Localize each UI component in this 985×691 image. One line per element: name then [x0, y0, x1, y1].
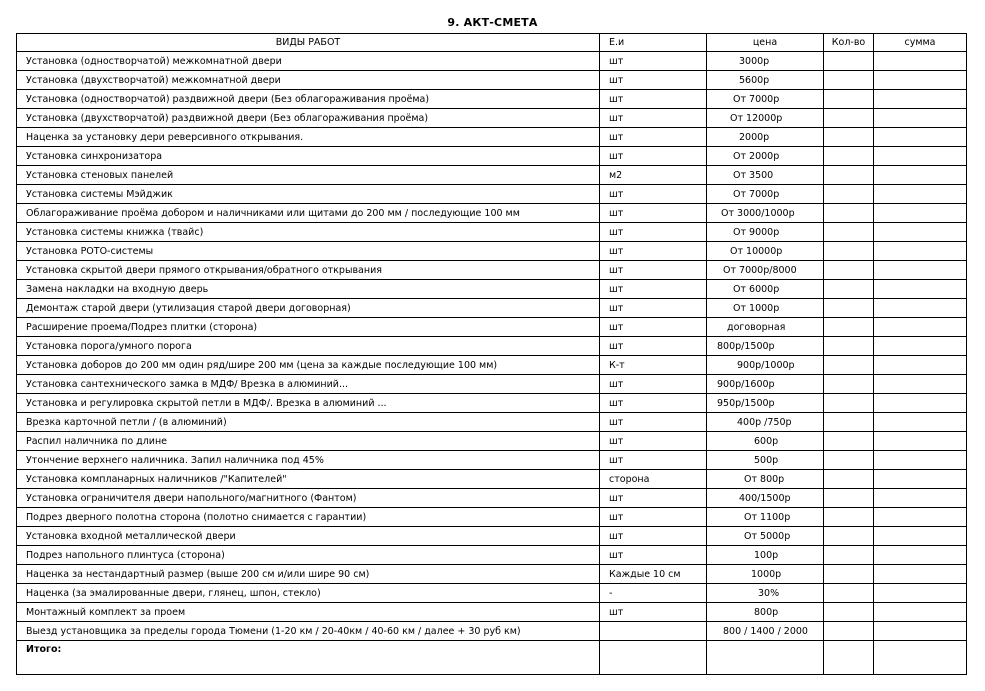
sum-cell: [874, 90, 967, 109]
table-row: [17, 90, 967, 109]
unit-cell: шт: [600, 527, 707, 546]
sum-cell: [874, 508, 967, 527]
unit-cell: шт: [600, 280, 707, 299]
quantity-cell: [824, 432, 874, 451]
table-row: [17, 375, 967, 394]
table-row: [17, 470, 967, 489]
price-cell: 5600р: [707, 71, 824, 90]
estimate-table: [16, 33, 967, 675]
unit-cell: шт: [600, 375, 707, 394]
table-row: [17, 52, 967, 71]
quantity-cell: [824, 546, 874, 565]
unit-cell: шт: [600, 546, 707, 565]
quantity-cell: [824, 584, 874, 603]
price-cell: От 2000р: [707, 147, 824, 166]
table-row: [17, 356, 967, 375]
work-name-cell: Монтажный комплект за проем: [17, 603, 600, 622]
quantity-cell: [824, 508, 874, 527]
price-cell: 900р/1600р: [707, 375, 824, 394]
unit-cell: шт: [600, 242, 707, 261]
unit-cell: шт: [600, 71, 707, 90]
table-row: [17, 147, 967, 166]
unit-cell: шт: [600, 185, 707, 204]
sum-cell: [874, 204, 967, 223]
price-cell: 100р: [707, 546, 824, 565]
work-name-cell: Установка входной металлической двери: [17, 527, 600, 546]
work-name-cell: Установка порога/умного порога: [17, 337, 600, 356]
work-name-cell: Установка (одностворчатой) межкомнатной двери: [17, 52, 600, 71]
quantity-cell: [824, 489, 874, 508]
table-row: [17, 204, 967, 223]
unit-cell: шт: [600, 90, 707, 109]
column-header-price: цена: [707, 34, 824, 52]
sum-cell: [874, 375, 967, 394]
sum-cell: [874, 356, 967, 375]
total-label: Итого:: [17, 641, 600, 675]
price-cell: 600р: [707, 432, 824, 451]
sum-cell: [874, 394, 967, 413]
quantity-cell: [824, 603, 874, 622]
table-row: [17, 413, 967, 432]
unit-cell: шт: [600, 128, 707, 147]
work-name-cell: Демонтаж старой двери (утилизация старой двери договорная): [17, 299, 600, 318]
quantity-cell: [824, 413, 874, 432]
price-cell: От 1100р: [707, 508, 824, 527]
table-row: [17, 109, 967, 128]
price-cell: От 7000р: [707, 90, 824, 109]
table-row: [17, 489, 967, 508]
total-unit-cell: [600, 641, 707, 675]
price-cell: От 10000р: [707, 242, 824, 261]
sum-cell: [874, 546, 967, 565]
unit-cell: шт: [600, 318, 707, 337]
table-row: [17, 242, 967, 261]
table-row: [17, 622, 967, 641]
price-cell: От 5000р: [707, 527, 824, 546]
price-cell: 400/1500р: [707, 489, 824, 508]
work-name-cell: Врезка карточной петли / (в алюминий): [17, 413, 600, 432]
quantity-cell: [824, 90, 874, 109]
quantity-cell: [824, 280, 874, 299]
table-row: [17, 432, 967, 451]
quantity-cell: [824, 470, 874, 489]
work-name-cell: Установка системы Мэйджик: [17, 185, 600, 204]
work-name-cell: Установка (двухстворчатой) межкомнатной двери: [17, 71, 600, 90]
price-cell: От 1000р: [707, 299, 824, 318]
work-name-cell: Распил наличника по длине: [17, 432, 600, 451]
table-row: [17, 223, 967, 242]
quantity-cell: [824, 565, 874, 584]
sum-cell: [874, 432, 967, 451]
price-cell: договорная: [707, 318, 824, 337]
price-cell: От 7000р/8000: [707, 261, 824, 280]
price-cell: От 800р: [707, 470, 824, 489]
sum-cell: [874, 147, 967, 166]
table-row: [17, 394, 967, 413]
work-name-cell: Установка скрытой двери прямого открывания/обратного открывания: [17, 261, 600, 280]
table-row: [17, 280, 967, 299]
table-row: [17, 603, 967, 622]
quantity-cell: [824, 147, 874, 166]
price-cell: 2000р: [707, 128, 824, 147]
price-cell: 30%: [707, 584, 824, 603]
work-name-cell: Замена накладки на входную дверь: [17, 280, 600, 299]
unit-cell: шт: [600, 451, 707, 470]
table-row: [17, 451, 967, 470]
table-row: [17, 128, 967, 147]
sum-cell: [874, 128, 967, 147]
quantity-cell: [824, 394, 874, 413]
quantity-cell: [824, 337, 874, 356]
column-header-works: ВИДЫ РАБОТ: [17, 34, 600, 52]
unit-cell: шт: [600, 204, 707, 223]
table-row: [17, 527, 967, 546]
sum-cell: [874, 337, 967, 356]
unit-cell: шт: [600, 337, 707, 356]
price-cell: 1000р: [707, 565, 824, 584]
sum-cell: [874, 261, 967, 280]
quantity-cell: [824, 204, 874, 223]
table-row: [17, 337, 967, 356]
work-name-cell: Выезд установщика за пределы города Тюмени (1-20 км / 20-40км / 40-60 км / далее + 30 руб км): [17, 622, 600, 641]
work-name-cell: Установка РОТО-системы: [17, 242, 600, 261]
price-cell: От 12000р: [707, 109, 824, 128]
table-row: [17, 185, 967, 204]
unit-cell: шт: [600, 508, 707, 527]
sum-cell: [874, 166, 967, 185]
column-header-sum: сумма: [874, 34, 967, 52]
price-cell: 500р: [707, 451, 824, 470]
quantity-cell: [824, 527, 874, 546]
quantity-cell: [824, 223, 874, 242]
table-row: [17, 299, 967, 318]
price-cell: 3000р: [707, 52, 824, 71]
unit-cell: шт: [600, 299, 707, 318]
quantity-cell: [824, 451, 874, 470]
table-row: [17, 318, 967, 337]
unit-cell: сторона: [600, 470, 707, 489]
column-header-unit: Е.и: [600, 34, 707, 52]
sum-cell: [874, 223, 967, 242]
sum-cell: [874, 71, 967, 90]
quantity-cell: [824, 109, 874, 128]
work-name-cell: Установка и регулировка скрытой петли в МДФ/. Врезка в алюминий ...: [17, 394, 600, 413]
work-name-cell: Расширение проема/Подрез плитки (сторона): [17, 318, 600, 337]
work-name-cell: Облагораживание проёма добором и наличниками или щитами до 200 мм / последующие 100 мм: [17, 204, 600, 223]
quantity-cell: [824, 356, 874, 375]
work-name-cell: Подрез дверного полотна сторона (полотно снимается с гарантии): [17, 508, 600, 527]
unit-cell: шт: [600, 432, 707, 451]
unit-cell: шт: [600, 261, 707, 280]
unit-cell: шт: [600, 109, 707, 128]
unit-cell: [600, 622, 707, 641]
sum-cell: [874, 109, 967, 128]
table-row: [17, 261, 967, 280]
sum-cell: [874, 52, 967, 71]
work-name-cell: Установка доборов до 200 мм один ряд/шире 200 мм (цена за каждые последующие 100 мм): [17, 356, 600, 375]
quantity-cell: [824, 375, 874, 394]
work-name-cell: Установка (двухстворчатой) раздвижной двери (Без облагораживания проёма): [17, 109, 600, 128]
total-row: [17, 641, 967, 675]
work-name-cell: Установка компланарных наличников /"Капителей": [17, 470, 600, 489]
work-name-cell: Установка сантехнического замка в МДФ/ Врезка в алюминий...: [17, 375, 600, 394]
quantity-cell: [824, 166, 874, 185]
work-name-cell: Наценка за нестандартный размер (выше 200 см и/или шире 90 см): [17, 565, 600, 584]
price-cell: 400р /750р: [707, 413, 824, 432]
total-quantity-cell: [824, 641, 874, 675]
unit-cell: м2: [600, 166, 707, 185]
sum-cell: [874, 527, 967, 546]
quantity-cell: [824, 299, 874, 318]
sum-cell: [874, 603, 967, 622]
quantity-cell: [824, 261, 874, 280]
quantity-cell: [824, 128, 874, 147]
sum-cell: [874, 584, 967, 603]
work-name-cell: Установка синхронизатора: [17, 147, 600, 166]
work-name-cell: Подрез напольного плинтуса (сторона): [17, 546, 600, 565]
sum-cell: [874, 470, 967, 489]
work-name-cell: Установка системы книжка (твайс): [17, 223, 600, 242]
price-cell: 950р/1500р: [707, 394, 824, 413]
price-cell: От 3500: [707, 166, 824, 185]
table-row: [17, 584, 967, 603]
price-cell: 800р/1500р: [707, 337, 824, 356]
table-row: [17, 166, 967, 185]
table-row: [17, 546, 967, 565]
price-cell: От 7000р: [707, 185, 824, 204]
quantity-cell: [824, 242, 874, 261]
unit-cell: -: [600, 584, 707, 603]
unit-cell: шт: [600, 489, 707, 508]
price-cell: 900р/1000р: [707, 356, 824, 375]
price-cell: 800р: [707, 603, 824, 622]
sum-cell: [874, 489, 967, 508]
unit-cell: шт: [600, 52, 707, 71]
quantity-cell: [824, 318, 874, 337]
unit-cell: Каждые 10 см: [600, 565, 707, 584]
quantity-cell: [824, 622, 874, 641]
sum-cell: [874, 565, 967, 584]
sum-cell: [874, 622, 967, 641]
unit-cell: К-т: [600, 356, 707, 375]
quantity-cell: [824, 52, 874, 71]
price-cell: От 6000р: [707, 280, 824, 299]
sum-cell: [874, 299, 967, 318]
work-name-cell: Установка ограничителя двери напольного/магнитного (Фантом): [17, 489, 600, 508]
table-header-row: [17, 34, 967, 52]
price-cell: От 9000р: [707, 223, 824, 242]
table-row: [17, 71, 967, 90]
document-title: 9. АКТ-СМЕТА: [447, 16, 538, 29]
work-name-cell: Установка стеновых панелей: [17, 166, 600, 185]
column-header-quantity: Кол-во: [824, 34, 874, 52]
sum-cell: [874, 413, 967, 432]
price-cell: От 3000/1000р: [707, 204, 824, 223]
work-name-cell: Установка (одностворчатой) раздвижной двери (Без облагораживания проёма): [17, 90, 600, 109]
unit-cell: шт: [600, 603, 707, 622]
unit-cell: шт: [600, 413, 707, 432]
sum-cell: [874, 318, 967, 337]
unit-cell: шт: [600, 147, 707, 166]
price-cell: 800 / 1400 / 2000: [707, 622, 824, 641]
quantity-cell: [824, 185, 874, 204]
work-name-cell: Утончение верхнего наличника. Запил наличника под 45%: [17, 451, 600, 470]
table-row: [17, 565, 967, 584]
total-sum-cell: [874, 641, 967, 675]
sum-cell: [874, 242, 967, 261]
quantity-cell: [824, 71, 874, 90]
unit-cell: шт: [600, 223, 707, 242]
sum-cell: [874, 280, 967, 299]
sum-cell: [874, 185, 967, 204]
unit-cell: шт: [600, 394, 707, 413]
work-name-cell: Наценка за установку дери реверсивного открывания.: [17, 128, 600, 147]
sum-cell: [874, 451, 967, 470]
total-price-cell: [707, 641, 824, 675]
work-name-cell: Наценка (за эмалированные двери, глянец, шпон, стекло): [17, 584, 600, 603]
table-row: [17, 508, 967, 527]
